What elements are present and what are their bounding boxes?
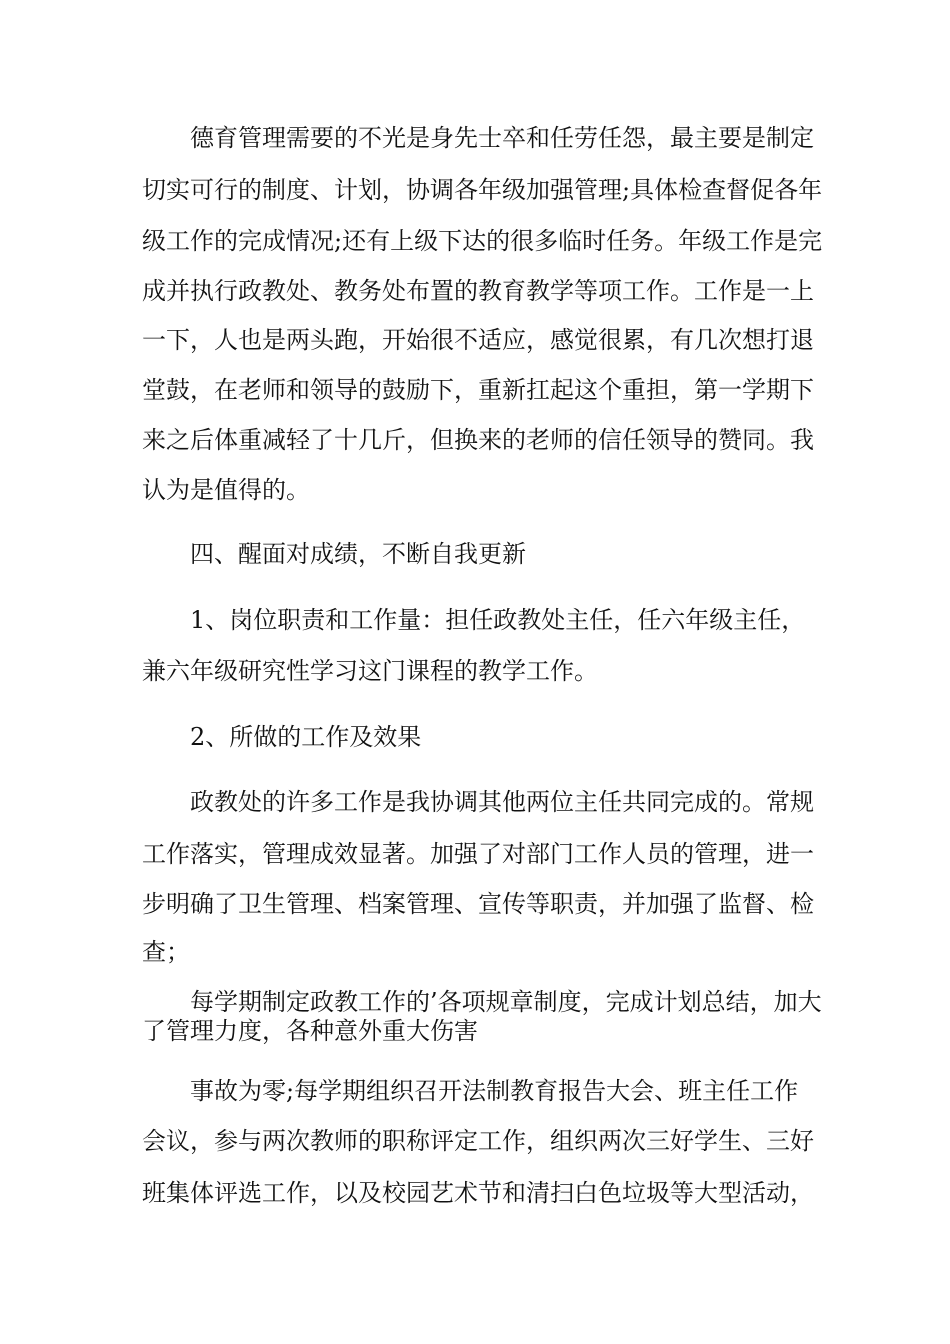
paragraph-7-line-3: 班集体评选工作，以及校园艺术节和清扫白色垃圾等大型活动， <box>142 1179 814 1207</box>
paragraph-7-line-2: 会议，参与两次教师的职称评定工作，组织两次三好学生、三好 <box>142 1127 814 1155</box>
paragraph-6-line-1: 每学期制定政教工作的’各项规章制度，完成计划总结，加大 <box>190 988 822 1016</box>
paragraph-5-line-3: 步明确了卫生管理、档案管理、宣传等职责，并加强了监督、检 <box>142 890 814 918</box>
paragraph-1-line-4: 成并执行政教处、教务处布置的教育教学等项工作。工作是一上 <box>142 277 814 305</box>
paragraph-5-line-1: 政教处的许多工作是我协调其他两位主任共同完成的。常规 <box>190 788 814 816</box>
paragraph-1-line-1: 德育管理需要的不光是身先士卒和任劳任怨，最主要是制定 <box>190 124 814 152</box>
paragraph-5-line-2: 工作落实，管理成效显著。加强了对部门工作人员的管理，进一 <box>142 840 814 868</box>
paragraph-1-line-7: 来之后体重减轻了十几斤，但换来的老师的信任领导的赞同。我 <box>142 426 814 454</box>
item-1-line-2: 兼六年级研究性学习这门课程的教学工作。 <box>142 657 598 685</box>
paragraph-1-line-6: 堂鼓，在老师和领导的鼓励下，重新扛起这个重担，第一学期下 <box>142 376 814 404</box>
paragraph-1-line-3: 级工作的完成情况;还有上级下达的很多临时任务。年级工作是完 <box>142 227 823 255</box>
paragraph-1-line-2: 切实可行的制度、计划，协调各年级加强管理;具体检查督促各年 <box>142 176 823 204</box>
paragraph-1-line-8: 认为是值得的。 <box>142 476 310 504</box>
paragraph-7-line-1: 事故为零;每学期组织召开法制教育报告大会、班主任工作 <box>190 1077 799 1105</box>
paragraph-6-line-2: 了管理力度，各种意外重大伤害 <box>142 1017 478 1045</box>
item-1-line-1: 1、岗位职责和工作量：担任政教处主任，任六年级主任， <box>190 606 806 634</box>
paragraph-5-line-4: 查； <box>142 938 190 966</box>
item-2-heading: 2、所做的工作及效果 <box>190 723 422 751</box>
paragraph-1-line-5: 一下，人也是两头跑，开始很不适应，感觉很累，有几次想打退 <box>142 326 814 354</box>
section-heading: 四、醒面对成绩，不断自我更新 <box>190 540 526 568</box>
